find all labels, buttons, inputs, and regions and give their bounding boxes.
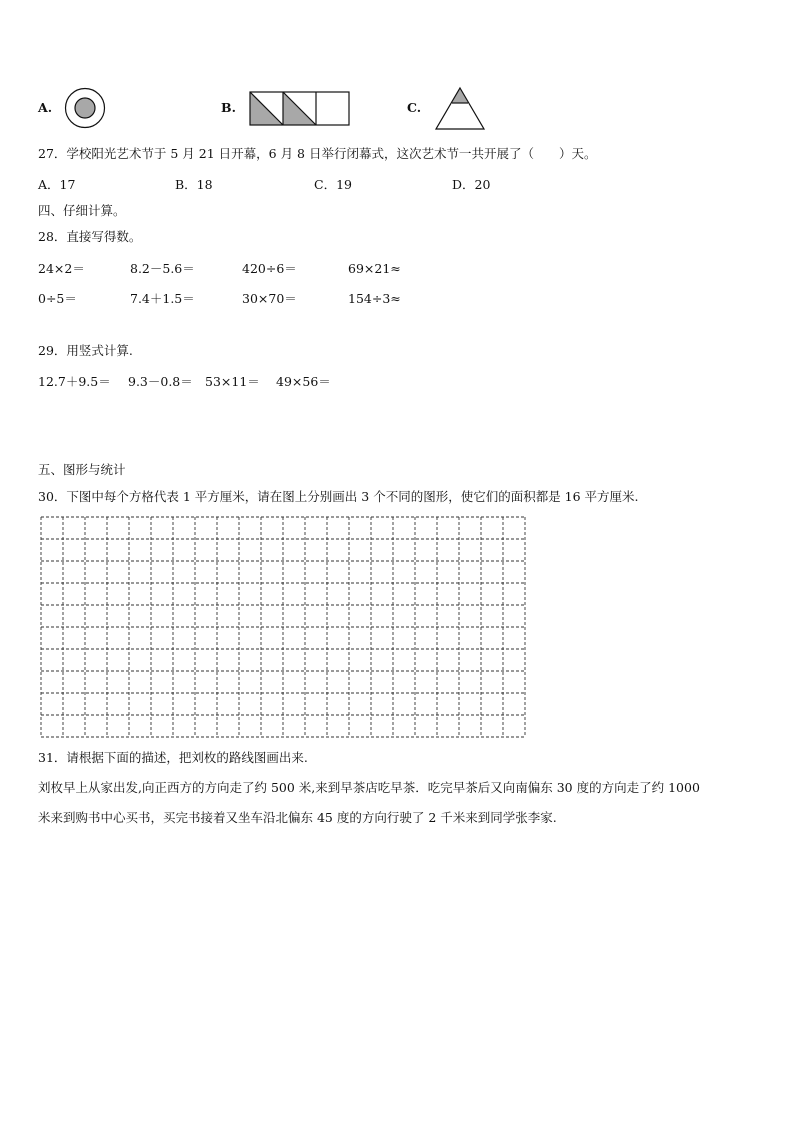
section-5-title: 五、图形与统计 [38, 462, 126, 477]
calc-item: 30×70＝ [242, 291, 297, 306]
calc-item: 0÷5＝ [38, 291, 77, 306]
concentric-circles-figure [64, 87, 106, 129]
vertical-calc-item: 53×11＝ [205, 374, 260, 389]
question-31-stem: 31．请根据下面的描述，把刘枚的路线图画出来. [38, 750, 308, 765]
option-c-label: C. [407, 100, 422, 115]
question-27-option-b: B．18 [175, 177, 213, 192]
question-27-option-c: C．19 [314, 177, 352, 192]
triangle-figure [435, 87, 487, 131]
option-b-label: B. [221, 100, 236, 115]
calc-item: 24×2＝ [38, 261, 85, 276]
square-grid[interactable] [40, 516, 526, 738]
shaded-squares-figure [249, 91, 351, 127]
calc-item: 7.4＋1.5＝ [130, 291, 195, 306]
question-27-stem: 27．学校阳光艺术节于 5 月 21 日开幕，6 月 8 日举行闭幕式，这次艺术节一共开展了（ ）天。 [38, 146, 597, 161]
question-31-description-line-2: 米来到购书中心买书，买完书接着又坐车沿北偏东 45 度的方向行驶了 2 千米来到同学张李家. [38, 810, 557, 825]
calc-item: 420÷6＝ [242, 261, 297, 276]
calc-item: 8.2－5.6＝ [130, 261, 195, 276]
vertical-calc-item: 49×56＝ [276, 374, 331, 389]
section-4-title: 四、仔细计算。 [38, 203, 126, 218]
vertical-calc-item: 9.3－0.8＝ [128, 374, 193, 389]
option-a-label: A. [38, 100, 53, 115]
question-29-stem: 29．用竖式计算. [38, 343, 133, 358]
question-27-option-d: D．20 [452, 177, 491, 192]
question-30-stem: 30．下图中每个方格代表 1 平方厘米，请在图上分别画出 3 个不同的图形，使它们的面积都是 16 平方厘米. [38, 489, 639, 504]
question-27-option-a: A．17 [38, 177, 76, 192]
calc-item: 154÷3≈ [348, 291, 401, 306]
question-31-description-line-1: 刘枚早上从家出发,向正西方的方向走了约 500 米,来到早茶店吃早茶．吃完早茶后又向南偏东 30 度的方向走了约 1000 [38, 780, 700, 795]
vertical-calc-item: 12.7＋9.5＝ [38, 374, 111, 389]
calc-item: 69×21≈ [348, 261, 401, 276]
question-28-stem: 28．直接写得数。 [38, 229, 142, 244]
